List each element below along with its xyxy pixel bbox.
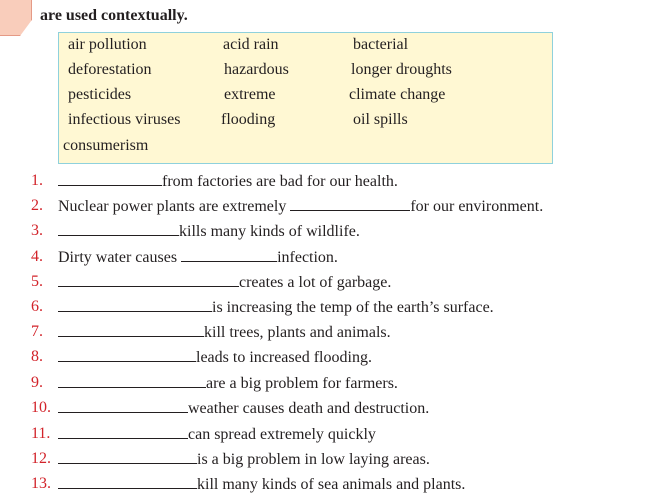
word-bank-item: longer droughts	[351, 61, 452, 78]
question-suffix: leads to increased flooding.	[196, 349, 372, 366]
question-suffix: kill many kinds of sea animals and plants.	[197, 476, 466, 493]
question-suffix: are a big problem for farmers.	[206, 375, 398, 392]
answer-blank[interactable]	[58, 450, 197, 464]
question-number: 12.	[31, 450, 51, 467]
question-number: 11.	[31, 425, 51, 442]
question-prefix: Dirty water causes	[58, 249, 182, 266]
word-bank	[58, 32, 553, 164]
exercise-badge	[0, 0, 32, 36]
answer-blank[interactable]	[58, 323, 204, 337]
question-suffix: weather causes death and destruction.	[188, 400, 430, 417]
question-text	[58, 298, 494, 317]
word-bank-item: climate change	[349, 86, 446, 103]
question-number: 8.	[31, 348, 43, 365]
question-suffix: is increasing the temp of the earth’s surface.	[212, 299, 494, 316]
question-text	[58, 323, 391, 342]
answer-blank[interactable]	[58, 172, 162, 186]
question-number: 3.	[31, 222, 43, 239]
word-bank-item: flooding	[221, 111, 276, 128]
answer-blank[interactable]	[181, 248, 277, 262]
question-prefix: Nuclear power plants are extremely	[58, 198, 291, 215]
word-bank-item: infectious viruses	[68, 111, 181, 128]
answer-blank[interactable]	[58, 399, 188, 413]
question-suffix: creates a lot of garbage.	[239, 274, 392, 291]
question-text	[58, 197, 543, 216]
word-bank-item: pesticides	[68, 86, 132, 103]
question-text	[58, 172, 398, 191]
question-number: 1.	[31, 172, 43, 189]
answer-blank[interactable]	[58, 374, 206, 388]
answer-blank[interactable]	[58, 425, 188, 439]
question-text	[58, 399, 429, 418]
word-bank-item: oil spills	[353, 111, 408, 128]
question-suffix: kill trees, plants and animals.	[204, 324, 391, 341]
question-suffix: for our environment.	[410, 198, 544, 215]
question-number: 9.	[31, 374, 43, 391]
question-number: 7.	[31, 323, 43, 340]
question-number: 5.	[31, 273, 43, 290]
question-text	[58, 248, 338, 267]
question-text	[58, 273, 391, 292]
answer-blank[interactable]	[58, 348, 196, 362]
question-text	[58, 374, 398, 393]
answer-blank[interactable]	[290, 197, 410, 211]
word-bank-item: extreme	[224, 86, 276, 103]
word-bank-item: acid rain	[223, 36, 279, 53]
word-bank-item: hazardous	[224, 61, 289, 78]
question-text	[58, 450, 430, 469]
word-bank-item: deforestation	[68, 61, 152, 78]
question-number: 2.	[31, 197, 43, 214]
question-suffix: kills many kinds of wildlife.	[179, 223, 360, 240]
answer-blank[interactable]	[58, 475, 197, 489]
word-bank-item: consumerism	[63, 137, 149, 154]
word-bank-item: bacterial	[353, 36, 409, 53]
question-suffix: can spread extremely quickly	[188, 426, 376, 443]
question-suffix: is a big problem in low laying areas.	[197, 451, 430, 468]
answer-blank[interactable]	[58, 298, 212, 312]
question-text	[58, 348, 372, 367]
question-number: 10.	[31, 399, 51, 416]
question-number: 6.	[31, 298, 43, 315]
answer-blank[interactable]	[58, 222, 179, 236]
question-text	[58, 222, 360, 241]
question-suffix: from factories are bad for our health.	[162, 173, 398, 190]
instruction-text: are used contextually.	[40, 7, 188, 24]
question-number: 4.	[31, 248, 43, 265]
question-number: 13.	[31, 475, 51, 492]
answer-blank[interactable]	[58, 273, 239, 287]
word-bank-item: air pollution	[68, 36, 147, 53]
question-suffix: infection.	[277, 249, 338, 266]
question-text	[58, 425, 376, 444]
